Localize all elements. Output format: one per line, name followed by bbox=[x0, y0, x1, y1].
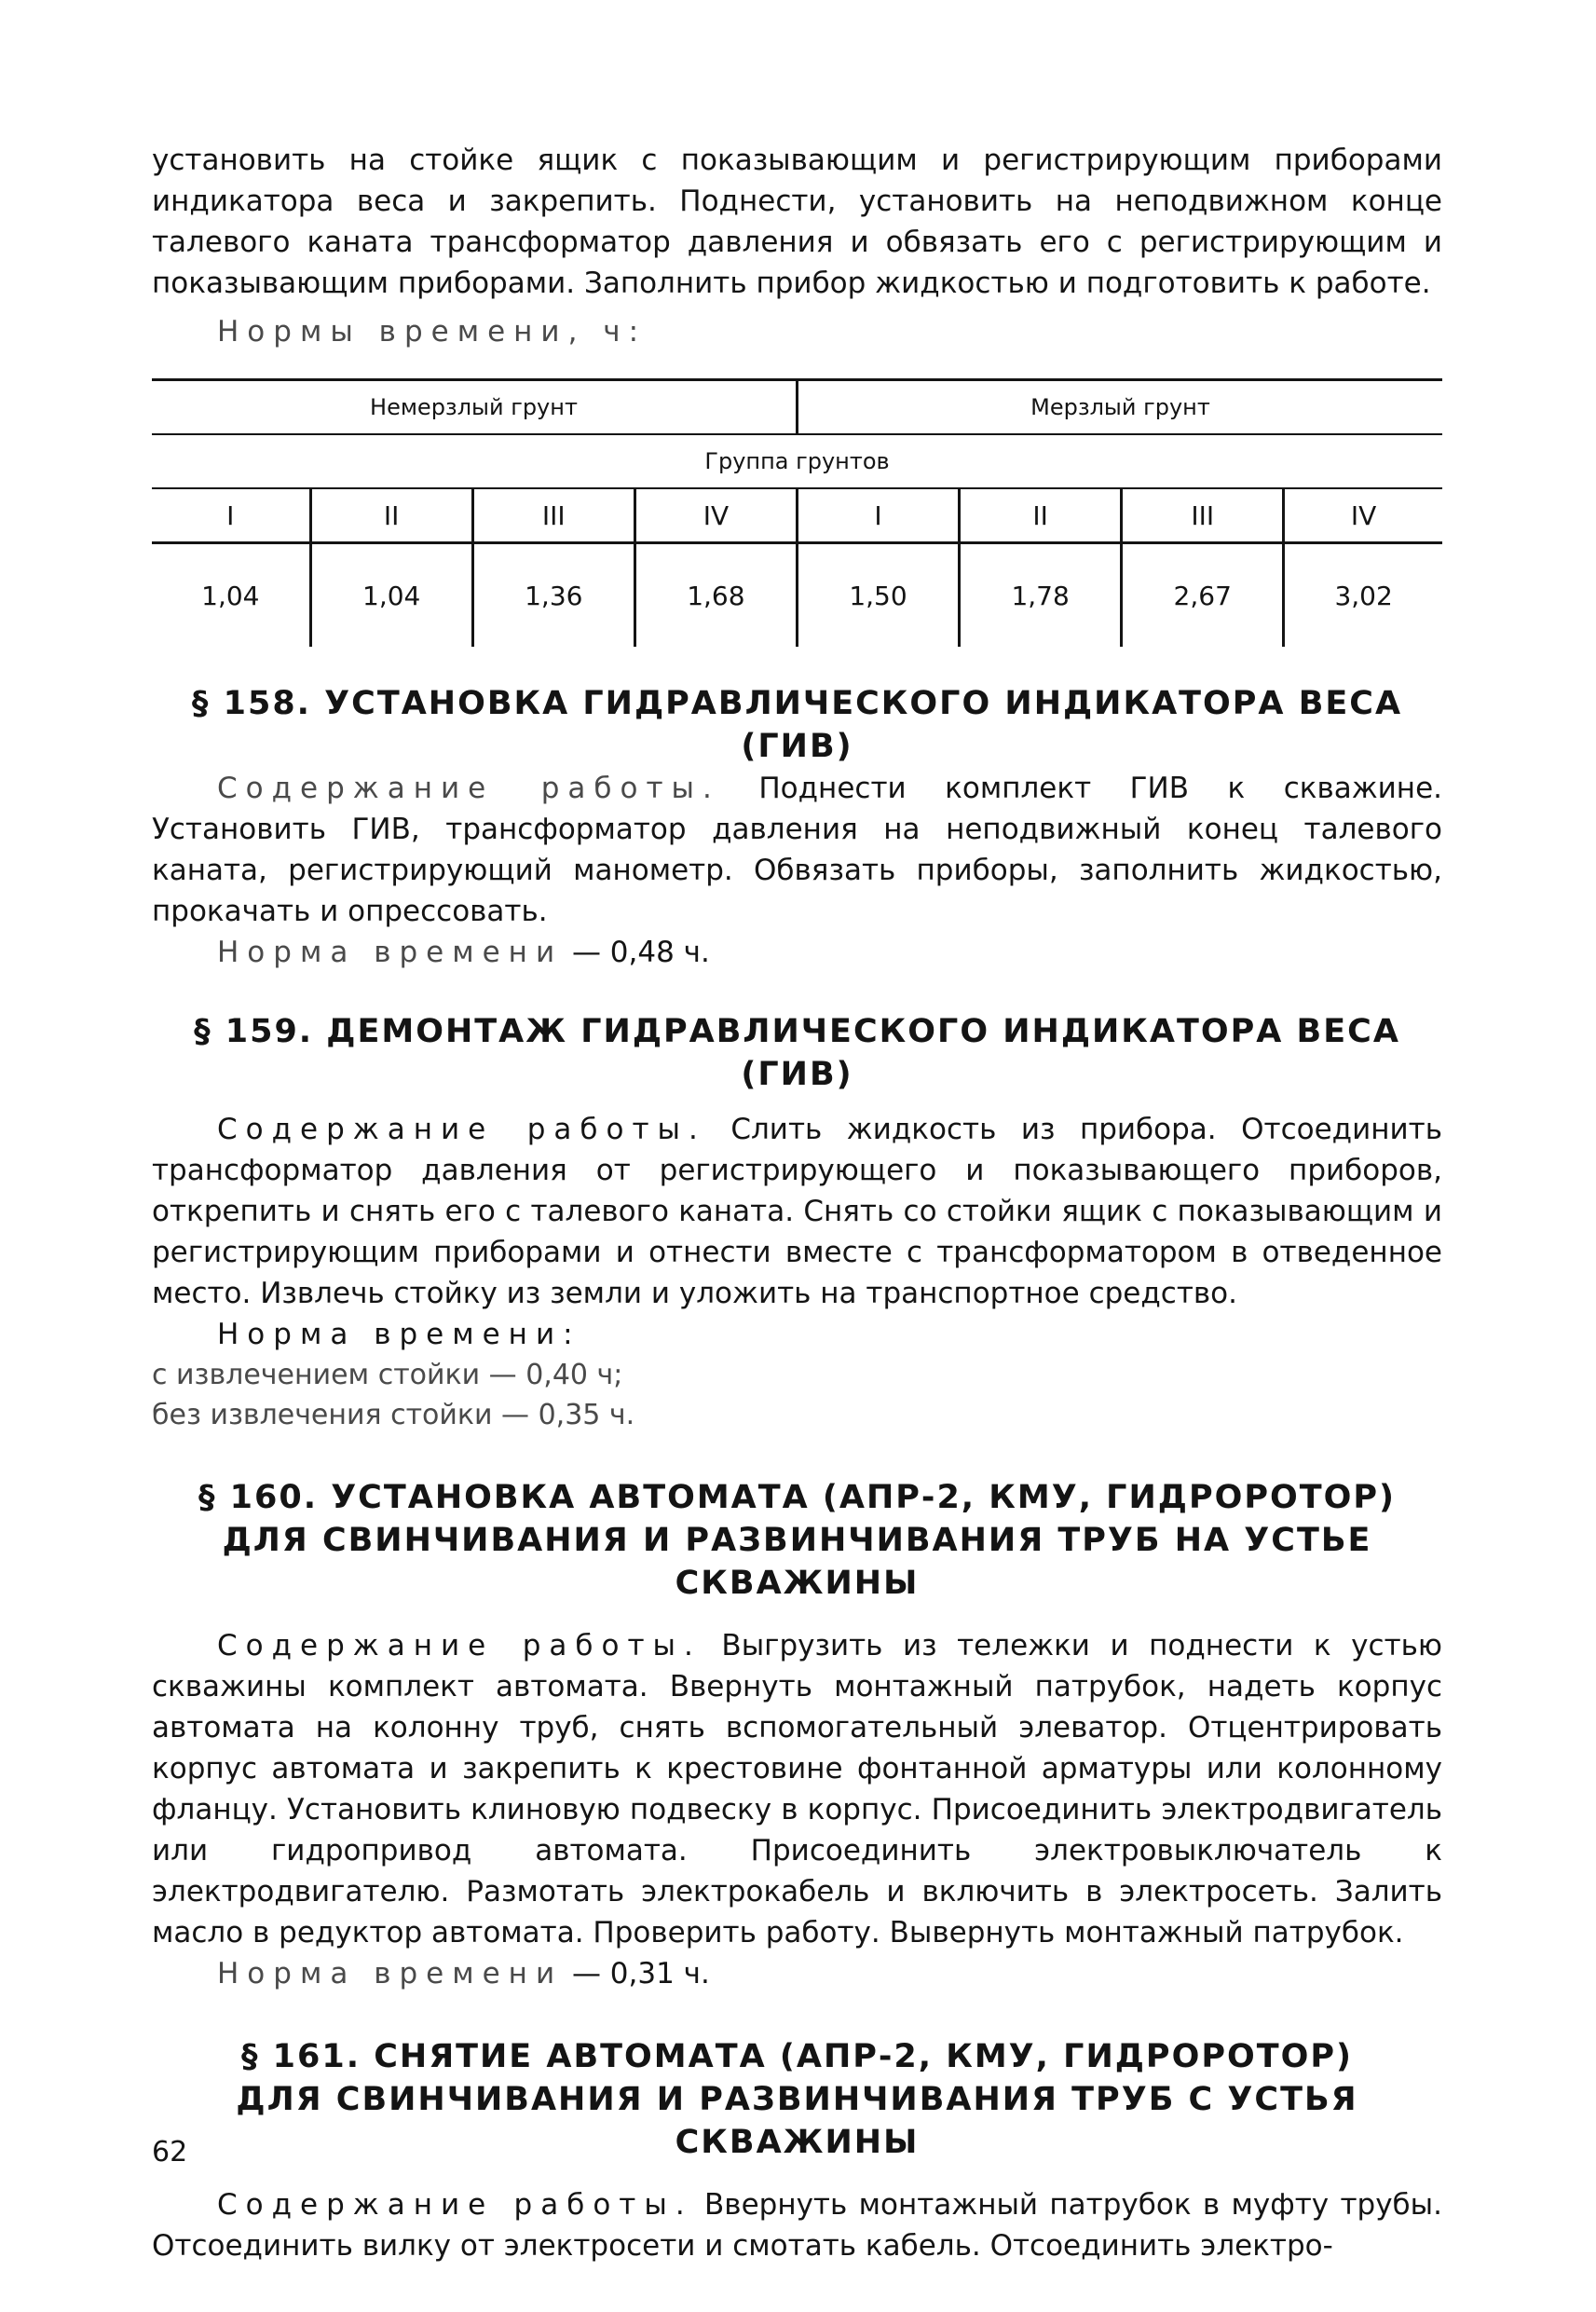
content-text: Ввернуть монтажный патрубок в муфту трубы. Отсоединить вилку от электросети и смотать кабель. Отсоединить электро- bbox=[152, 2188, 1442, 2263]
column-header: III bbox=[1122, 488, 1284, 543]
intro-paragraph: установить на стойке ящик с показывающим и регистрирующим приборами индикатора веса и закрепить. Поднести, установить на неподвижном конце талевого каната трансформатор давления и обвязать его с регистрирующим и показывающим приборами. Заполнить прибор жидкостью и подготовить к работе. bbox=[152, 144, 1442, 300]
content-label: Содержание работы. bbox=[217, 772, 720, 805]
section-159-norm-label: Норма времени: bbox=[217, 1318, 581, 1351]
column-header: IV bbox=[1284, 488, 1442, 543]
column-header: III bbox=[472, 488, 634, 543]
intro-norm-label: Нормы времени, ч: bbox=[217, 315, 648, 349]
section-160-title-line1: § 160. УСТАНОВКА АВТОМАТА (АПР-2, КМУ, ГИДРОРОТОР) bbox=[198, 1479, 1397, 1516]
group-header-frozen: Мерзлый грунт bbox=[797, 380, 1442, 435]
content-label: Содержание работы. bbox=[217, 2188, 693, 2222]
table-cell: 1,04 bbox=[310, 543, 472, 648]
time-norms-table bbox=[152, 378, 1442, 647]
section-158-content bbox=[152, 768, 1442, 932]
table-cell: 1,68 bbox=[634, 543, 797, 648]
column-header: I bbox=[152, 488, 310, 543]
group-header-unfrozen: Немерзлый грунт bbox=[152, 380, 797, 435]
content-text: Выгрузить из тележки и поднести к устью скважины комплект автомата. Ввернуть монтажный патрубок, надеть корпус автомата на колонну труб, снять вспомогательный элеватор. Отцентрировать корпус автомата и закрепить к крестовине фонтанной арматуры или колонному фланцу. Установить клиновую подвеску в корпус. Присоединить электродвигатель или гидропривод автомата. Присоединить электровыключатель к электродвигателю. Размотать электрокабель и включить в электросеть. Залить масло в редуктор автомата. Проверить работу. Вывернуть монтажный патрубок. bbox=[152, 1629, 1442, 1949]
table-cell: 1,78 bbox=[960, 543, 1122, 648]
section-159-norm-line: без извлечения стойки — 0,35 ч. bbox=[152, 1399, 635, 1431]
section-161-title-line1: § 161. СНЯТИЕ АВТОМАТА (АПР-2, КМУ, ГИДРОРОТОР) bbox=[240, 2038, 1353, 2075]
section-160-norm: Норма времени — 0,31 ч. bbox=[217, 1957, 710, 1991]
section-159-norm-line: с извлечением стойки — 0,40 ч; bbox=[152, 1359, 623, 1391]
table-cell: 1,50 bbox=[797, 543, 959, 648]
content-text: Поднести комплект ГИВ к скважине. Установить ГИВ, трансформатор давления на неподвижный конец талевого каната, регистрирующий манометр. Обвязать приборы, заполнить жидкостью, прокачать и опрессовать. bbox=[152, 772, 1442, 928]
page-number: 62 bbox=[152, 2136, 188, 2168]
section-160-title-line2: ДЛЯ СВИНЧИВАНИЯ И РАЗВИНЧИВАНИЯ ТРУБ НА УСТЬЕ СКВАЖИНЫ bbox=[222, 1522, 1372, 1602]
section-158-title: § 158. УСТАНОВКА ГИДРАВЛИЧЕСКОГО ИНДИКАТОРА ВЕСА (ГИВ) bbox=[191, 685, 1403, 765]
column-header: II bbox=[960, 488, 1122, 543]
column-header: IV bbox=[634, 488, 797, 543]
table-cell: 1,04 bbox=[201, 580, 260, 611]
section-160-content bbox=[152, 1625, 1442, 1953]
content-text: Слить жидкость из прибора. Отсоединить трансформатор давления от регистрирующего и показывающего приборов, открепить и снять его с талевого каната. Снять со стойки ящик с показывающим и регистрирующим приборами и отнести вместе с трансформатором в отведенное место. Извлечь стойку из земли и уложить на транспортное средство. bbox=[152, 1113, 1442, 1310]
column-header: I bbox=[797, 488, 959, 543]
section-161-title-line2: ДЛЯ СВИНЧИВАНИЯ И РАЗВИНЧИВАНИЯ ТРУБ С УСТЬЯ СКВАЖИНЫ bbox=[236, 2081, 1358, 2161]
section-159-title: § 159. ДЕМОНТАЖ ГИДРАВЛИЧЕСКОГО ИНДИКАТОРА ВЕСА (ГИВ) bbox=[194, 1013, 1400, 1093]
content-label: Содержание работы. bbox=[217, 1629, 702, 1662]
table-cell: 1,36 bbox=[472, 543, 634, 648]
table-header-groups bbox=[152, 380, 1442, 435]
column-header: II bbox=[310, 488, 472, 543]
section-161-content bbox=[152, 2184, 1442, 2266]
content-label: Содержание работы. bbox=[217, 1113, 706, 1146]
page-body bbox=[152, 140, 1442, 2266]
section-158-norm: Норма времени — 0,48 ч. bbox=[217, 936, 710, 969]
table-header-columns bbox=[152, 488, 1442, 543]
table-header-subheader bbox=[152, 434, 1442, 488]
table-cell: 2,67 bbox=[1122, 543, 1284, 648]
section-159-content bbox=[152, 1109, 1442, 1314]
table-row bbox=[152, 543, 1442, 648]
table-cell: 3,02 bbox=[1284, 543, 1442, 648]
soil-group-header: Группа грунтов bbox=[152, 434, 1442, 488]
